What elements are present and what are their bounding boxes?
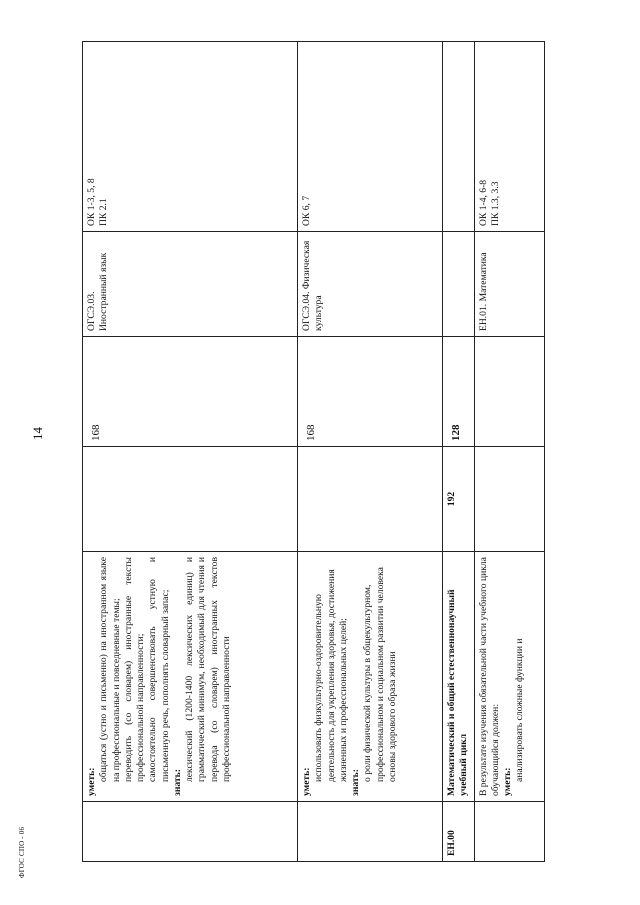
- table-row: [298, 42, 443, 862]
- skills-label: уметь:: [502, 767, 514, 796]
- competencies-cell: ОК 1-4, 6-8 ПК 1.3, 3.3: [474, 42, 544, 232]
- table-row: [474, 42, 544, 862]
- know-item: основы здорового образа жизни: [386, 651, 398, 782]
- table-row: [443, 42, 475, 862]
- know-item: лексический (1200-1400 лексических единиц) и грамматический минимум, необходимый для чтения и перевода (со словарем) иностранных текстов профессиональной направленности: [184, 557, 232, 782]
- requirements-cell: [298, 552, 443, 802]
- competencies-cell: ОК 6, 7: [298, 42, 443, 232]
- skills-label: уметь:: [86, 767, 97, 796]
- competencies-cell: ОК 1-3, 5, 8 ПК 2.1: [83, 42, 298, 232]
- curriculum-table: [82, 41, 545, 862]
- table-row: [83, 42, 298, 862]
- discipline-cell: ЕН.01. Математика: [474, 232, 544, 337]
- know-label: знать:: [350, 769, 362, 796]
- know-label: знать:: [171, 769, 183, 796]
- hours-cell: [474, 337, 544, 447]
- know-item: о роли физической культуры в общекультурном, профессиональном и социальном развитии человека: [362, 567, 386, 782]
- max-load-cell: [298, 447, 443, 552]
- max-load-cell: 192: [443, 447, 475, 552]
- discipline-cell: [443, 232, 475, 337]
- skills-label: уметь:: [301, 767, 312, 796]
- intro-text: В результате изучения обязательной части учебного цикла обучающийся должен:: [477, 557, 501, 796]
- skill-item: общаться (устно и письменно) на иностранном языке на профессиональные и повседневные темы;: [98, 557, 122, 782]
- rotated-page-content: [82, 42, 552, 862]
- code-cell: [298, 802, 443, 862]
- discipline-cell: ОГСЭ.03. Иностранный язык: [83, 232, 298, 337]
- cycle-title-cell: Математический и общий естественнонаучный учебный цикл: [443, 552, 475, 802]
- hours-cell: 168: [83, 337, 298, 447]
- hours-cell: 168: [298, 337, 443, 447]
- code-cell: [474, 802, 544, 862]
- max-load-cell: [83, 447, 298, 552]
- page-number: 14: [30, 427, 45, 440]
- requirements-cell: [474, 552, 544, 802]
- skill-item: переводить (со словарем) иностранные тексты профессиональной направленности;: [122, 557, 147, 782]
- footer-standard-code: ФГОС СПО - 06: [18, 826, 26, 878]
- code-cell: ЕН.00: [443, 802, 475, 862]
- hours-cell: 128: [443, 337, 475, 447]
- competencies-cell: [443, 42, 475, 232]
- skill-item: использовать физкультурно-оздоровительную деятельность для укрепления здоровья, достижения жизненных и профессиональных целей;: [313, 569, 349, 782]
- max-load-cell: [474, 447, 544, 552]
- skill-item: самостоятельно совершенствовать устную и письменную речь, пополнять словарный запас;: [147, 557, 171, 782]
- requirements-cell: [83, 552, 298, 802]
- skill-item: анализировать сложные функции и: [514, 638, 526, 782]
- code-cell: [83, 802, 298, 862]
- discipline-cell: ОГСЭ.04. Физическая культура: [298, 232, 443, 337]
